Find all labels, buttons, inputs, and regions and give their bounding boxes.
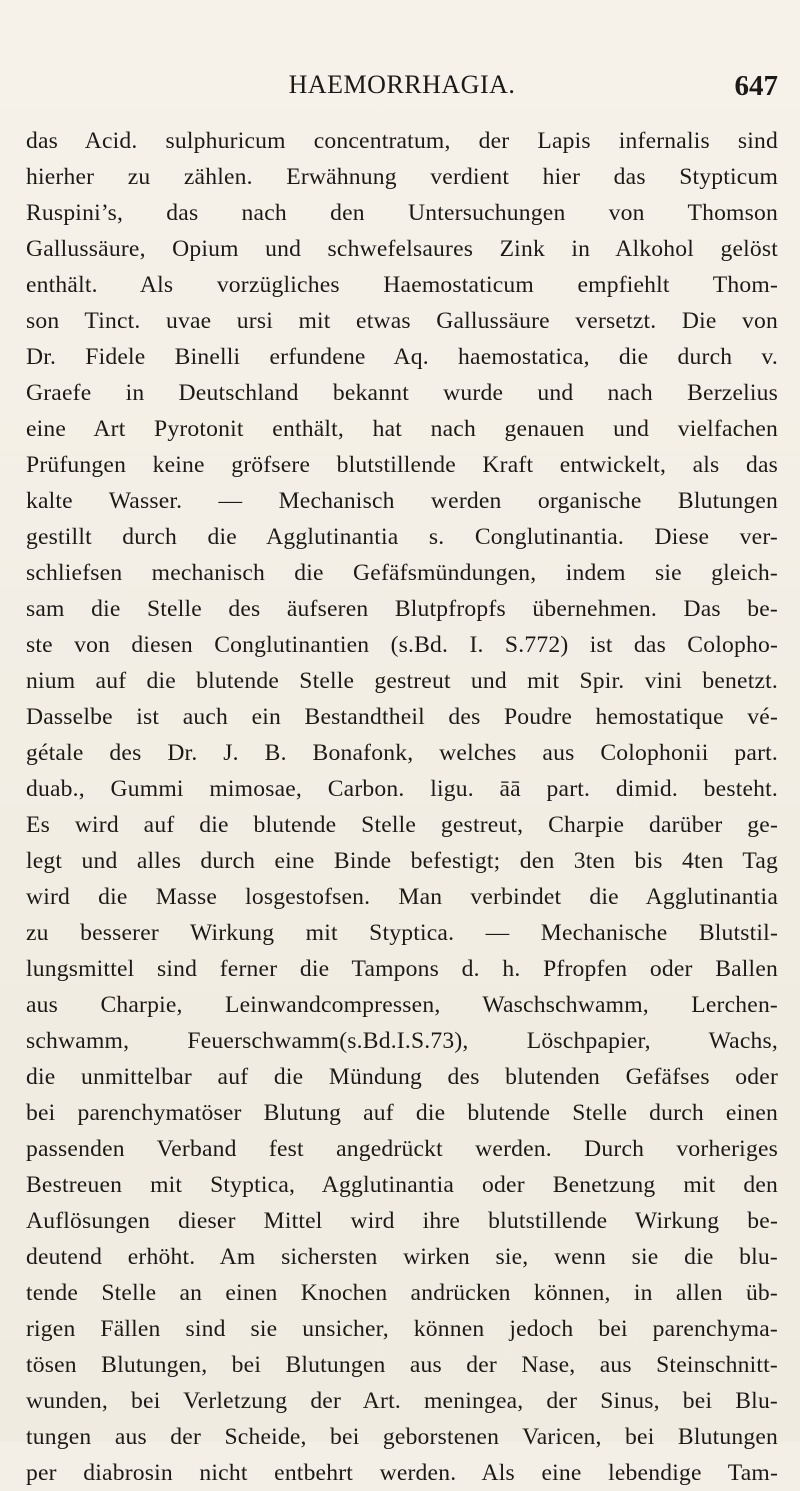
text-line: gétale des Dr. J. B. Bonafonk, welches aus Colophonii part. xyxy=(26,740,778,766)
text-line: duab., Gummi mimosae, Carbon. ligu. āā part. dimid. besteht. xyxy=(26,776,778,802)
text-line: lungsmittel sind ferner die Tampons d. h. Pfropfen oder Ballen xyxy=(26,956,778,982)
text-line: per diabrosin nicht entbehrt werden. Als eine lebendige Tam- xyxy=(26,1460,778,1486)
text-line: tende Stelle an einen Knochen andrücken können, in allen üb- xyxy=(26,1280,778,1306)
text-line: legt und alles durch eine Binde befestigt; den 3ten bis 4ten Tag xyxy=(26,848,778,874)
text-line: zu besserer Wirkung mit Styptica. — Mechanische Blutstil- xyxy=(26,920,778,946)
text-line: ste von diesen Conglutinantien (s.Bd. I. S.772) ist das Colopho- xyxy=(26,632,778,658)
text-line: bei parenchymatöser Blutung auf die blutende Stelle durch einen xyxy=(26,1100,778,1126)
text-line: Auflösungen dieser Mittel wird ihre blutstillende Wirkung be- xyxy=(26,1208,778,1234)
body-text xyxy=(26,123,778,1491)
page-number: 647 xyxy=(734,70,778,102)
text-line: aus Charpie, Leinwandcompressen, Waschschwamm, Lerchen- xyxy=(26,992,778,1018)
text-line: sam die Stelle des äufseren Blutpfropfs übernehmen. Das be- xyxy=(26,596,778,622)
text-line: tösen Blutungen, bei Blutungen aus der Nase, aus Steinschnitt- xyxy=(26,1352,778,1378)
text-line: schwamm, Feuerschwamm(s.Bd.I.S.73), Löschpapier, Wachs, xyxy=(26,1028,778,1054)
text-line: nium auf die blutende Stelle gestreut und mit Spir. vini benetzt. xyxy=(26,668,778,694)
text-line: Graefe in Deutschland bekannt wurde und nach Berzelius xyxy=(26,380,778,406)
text-line: rigen Fällen sind sie unsicher, können jedoch bei parenchyma- xyxy=(26,1316,778,1342)
text-line: enthält. Als vorzügliches Haemostaticum empfiehlt Thom- xyxy=(26,272,778,298)
text-line: gestillt durch die Agglutinantia s. Conglutinantia. Diese ver- xyxy=(26,524,778,550)
text-line: Dr. Fidele Binelli erfundene Aq. haemostatica, die durch v. xyxy=(26,344,778,370)
text-line: das Acid. sulphuricum concentratum, der Lapis infernalis sind xyxy=(26,128,778,154)
text-line: schliefsen mechanisch die Gefäfsmündungen, indem sie gleich- xyxy=(26,560,778,586)
text-line: deutend erhöht. Am sichersten wirken sie, wenn sie die blu- xyxy=(26,1244,778,1270)
running-title: HAEMORRHAGIA. xyxy=(288,70,516,99)
text-line: passenden Verband fest angedrückt werden. Durch vorheriges xyxy=(26,1136,778,1162)
text-line: hierher zu zählen. Erwähnung verdient hier das Stypticum xyxy=(26,164,778,190)
text-line: wird die Masse losgestofsen. Man verbindet die Agglutinantia xyxy=(26,884,778,910)
text-line: kalte Wasser. — Mechanisch werden organische Blutungen xyxy=(26,488,778,514)
text-line: Ruspini’s, das nach den Untersuchungen von Thomson xyxy=(26,200,778,226)
text-line: son Tinct. uvae ursi mit etwas Gallussäure versetzt. Die von xyxy=(26,308,778,334)
text-line: die unmittelbar auf die Mündung des blutenden Gefäfses oder xyxy=(26,1064,778,1090)
running-head xyxy=(26,70,778,110)
text-line: tungen aus der Scheide, bei geborstenen Varicen, bei Blutungen xyxy=(26,1424,778,1450)
text-line: Dasselbe ist auch ein Bestandtheil des Poudre hemostatique vé- xyxy=(26,704,778,730)
text-line: Bestreuen mit Styptica, Agglutinantia oder Benetzung mit den xyxy=(26,1172,778,1198)
text-line: Prüfungen keine gröfsere blutstillende Kraft entwickelt, als das xyxy=(26,452,778,478)
text-line: wunden, bei Verletzung der Art. meningea, der Sinus, bei Blu- xyxy=(26,1388,778,1414)
text-line: Gallussäure, Opium und schwefelsaures Zink in Alkohol gelöst xyxy=(26,236,778,262)
text-line: Es wird auf die blutende Stelle gestreut, Charpie darüber ge- xyxy=(26,812,778,838)
text-line: eine Art Pyrotonit enthält, hat nach genauen und vielfachen xyxy=(26,416,778,442)
